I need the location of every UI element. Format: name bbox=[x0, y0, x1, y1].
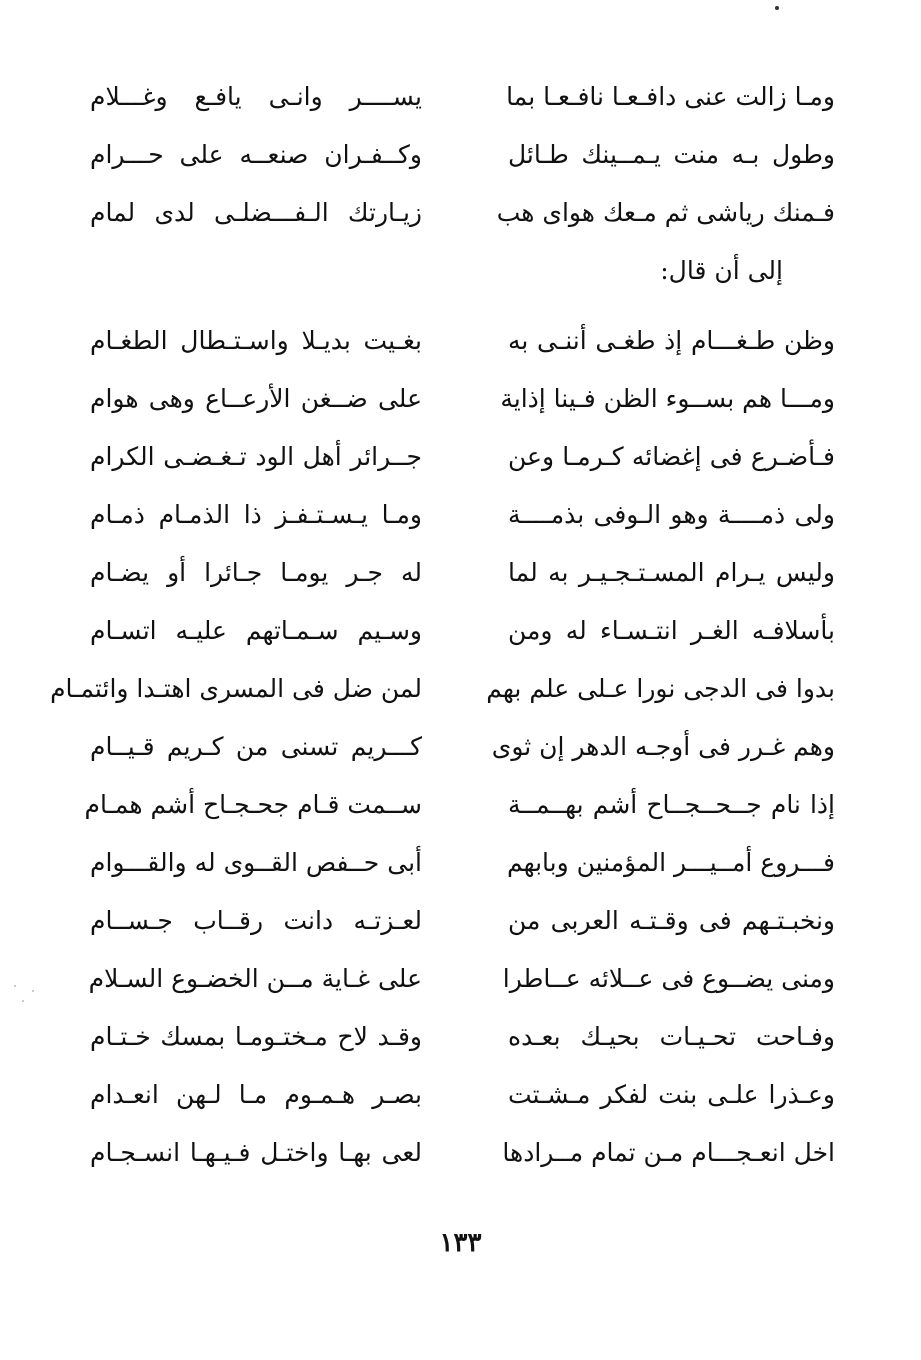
verse-second-hemistich: على ضــغن الأرعــاع وهى هوام bbox=[90, 384, 422, 413]
verse-line bbox=[60, 1008, 835, 1066]
verse-first-hemistich: اخل انعـجـــام مـن تمام مــرادها bbox=[502, 1138, 835, 1167]
verse-first-hemistich: وليس يـرام المسـتـجـيـر به لما bbox=[508, 558, 835, 587]
verse-line bbox=[60, 892, 835, 950]
verse-second-hemistich: لعى بهـا واختـل فـيـهـا انسـجـام bbox=[90, 1138, 422, 1167]
verse-second-hemistich: وسـيم سـمـاتهم عليـه اتسـام bbox=[90, 616, 422, 645]
verse-second-hemistich: وكــفـران صنعــه على حـــرام bbox=[90, 140, 422, 169]
verse-line bbox=[60, 428, 835, 486]
verse-first-hemistich: وطول بـه منت يـمــينك طـائل bbox=[508, 140, 835, 169]
verse-second-hemistich: وقـد لاح مـختـومـا بمسك خـتـام bbox=[90, 1022, 422, 1051]
verse-first-hemistich: ومـا زالت عنى دافـعـا نافـعـا بما bbox=[506, 82, 835, 111]
verse-first-hemistich: ومـــا هم بســوء الظن فـينا إذاية bbox=[500, 384, 835, 413]
verse-line bbox=[60, 1124, 835, 1182]
verse-second-hemistich: بغـيت بديـلا واسـتـطال الطغـام bbox=[90, 326, 422, 355]
verse-line bbox=[60, 544, 835, 602]
prose-line: إلى أن قال: bbox=[660, 256, 783, 285]
verse-line bbox=[60, 602, 835, 660]
verse-first-hemistich: ونخبـتـهم فى وقـتـه العربى من bbox=[508, 906, 835, 935]
poem-body bbox=[50, 68, 835, 1182]
verse-line bbox=[60, 1066, 835, 1124]
verse-second-hemistich: على غـاية مــن الخضـوع السـلام bbox=[88, 964, 422, 993]
verse-line bbox=[60, 950, 835, 1008]
scan-speck bbox=[32, 990, 34, 992]
verse-first-hemistich: بدوا فى الدجى نورا عـلى علم بهم bbox=[486, 674, 835, 703]
verse-first-hemistich: بأسلافـه الغـر انتـسـاء له ومن bbox=[508, 616, 835, 645]
verse-line bbox=[60, 126, 835, 184]
verse-line bbox=[60, 184, 835, 242]
verse-line bbox=[60, 68, 835, 126]
verse-first-hemistich: وظن طـغـــام إذ طغـى أننـى به bbox=[508, 326, 835, 355]
verse-second-hemistich: ومـا يـسـتـفـز ذا الذمـام ذمـام bbox=[90, 500, 422, 529]
verse-second-hemistich: أبى حــفص القــوى له والقـــوام bbox=[90, 848, 422, 877]
verse-first-hemistich: وفـاحت تحـيـات بحيـك بعـده bbox=[508, 1022, 835, 1051]
verse-first-hemistich: وهم غـرر فى أوجـه الدهر إن ثوى bbox=[491, 732, 835, 761]
verse-second-hemistich: كـــريم تسنى من كـريم قـيــام bbox=[90, 732, 422, 761]
scan-speck bbox=[22, 1000, 24, 1002]
verse-first-hemistich: فـأضـرع فى إغضائه كـرمـا وعن bbox=[508, 442, 835, 471]
verse-first-hemistich: ولى ذمــــة وهو الـوفى بذمــــة bbox=[508, 500, 835, 529]
verse-line bbox=[60, 312, 835, 370]
scan-speck bbox=[14, 985, 16, 987]
printing-mark bbox=[775, 6, 779, 10]
verse-second-hemistich: بصـر هـمـوم مـا لـهن انعـدام bbox=[90, 1080, 422, 1109]
verse-first-hemistich: ومنى يضــوع فى عــلائه عــاطرا bbox=[502, 964, 835, 993]
verse-line bbox=[60, 834, 835, 892]
verse-second-hemistich: جــرائر أهل الود تـغـضـى الكرام bbox=[90, 442, 422, 471]
verse-line bbox=[60, 370, 835, 428]
page-number: ١٣٣ bbox=[439, 1228, 482, 1258]
verse-line bbox=[60, 486, 835, 544]
verse-second-hemistich: لعـزتـه دانت رقــاب جـســام bbox=[90, 906, 422, 935]
verse-line bbox=[50, 660, 835, 718]
verse-second-hemistich: لمن ضل فى المسرى اهتـدا وائتمـام bbox=[50, 674, 422, 703]
verse-first-hemistich: فـــروع أمــيـــر المؤمنين وبابهم bbox=[506, 848, 835, 877]
verse-second-hemistich: له جـر يومـا جـائرا أو يضـام bbox=[90, 558, 422, 587]
verse-line bbox=[60, 718, 835, 776]
verse-line bbox=[60, 776, 835, 834]
verse-second-hemistich: زيـارتك الـفـــضلـى لدى لمام bbox=[90, 198, 422, 227]
verse-first-hemistich: فـمنك رياشى ثم مـعك هواى هب bbox=[496, 198, 835, 227]
verse-first-hemistich: إذا نام جــحــجــاح أشم بهــمــة bbox=[508, 790, 835, 819]
verse-second-hemistich: ســمت قـام جحـجـاح أشم همـام bbox=[84, 790, 422, 819]
verse-first-hemistich: وعـذرا علـى بنت لفكر مـشـتت bbox=[508, 1080, 835, 1109]
verse-second-hemistich: يســــر وانـى يافـع وغـــلام bbox=[90, 82, 422, 111]
